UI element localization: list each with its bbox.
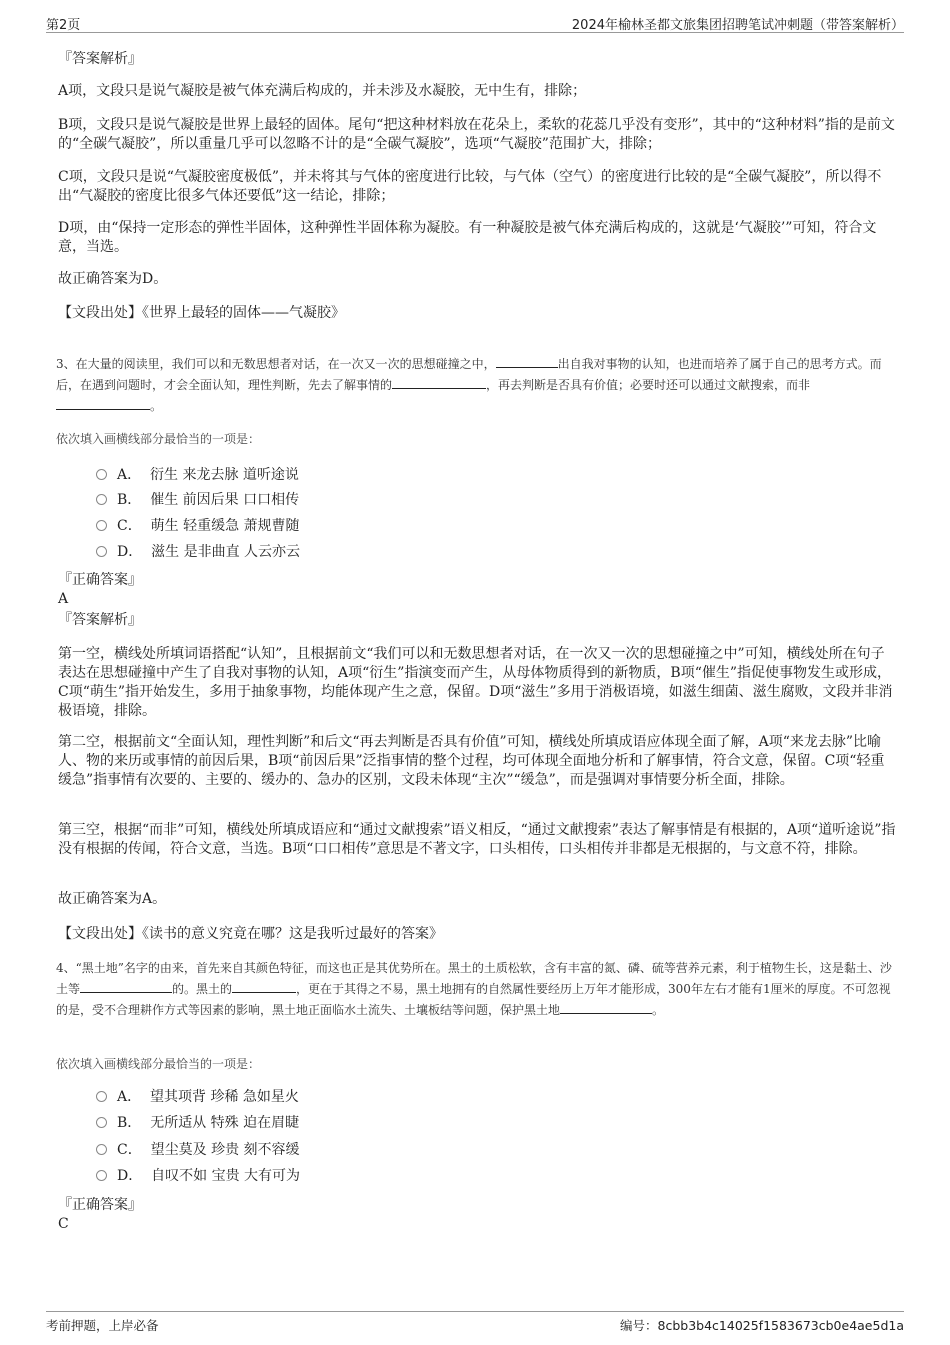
analysis-label: 『答案解析』 [58, 51, 142, 67]
question-3-prompt: 依次填入画横线部分最恰当的一项是： [56, 432, 261, 446]
answer-value: C [58, 1216, 69, 1232]
blank-2[interactable] [232, 979, 296, 993]
blank-3[interactable] [56, 396, 150, 410]
conclusion: 故正确答案为D。 [58, 271, 168, 287]
q4-option-d[interactable]: D． 自叹不如 宝贵 大有可为 [96, 1166, 300, 1186]
q3-option-b[interactable]: B． 催生 前因后果 口口相传 [96, 490, 299, 510]
source: 【文段出处】《世界上最轻的固体——气凝胶》 [58, 305, 345, 321]
radio-icon[interactable] [96, 469, 107, 480]
q4-option-a[interactable]: A． 望其项背 珍稀 急如星火 [96, 1087, 299, 1107]
question-4-stem: 4、“黑土地”名字的由来，首先来自其颜色特征，而这也正是其优势所在。黑土的土质松软，含有丰富的氮、磷、硫等营养元素，利于植物生长，这是黏土、沙土等 的。黑土的 ，更在于其得之不易，黑土地拥有的自然属性要经历上万年才能形成，300年左右才能有1厘米的厚度。不可忽视的是，受不合理耕作方式等因素的影响，黑土地正面临水土流失、土壤板结等问题，保护黑土地 。 [56, 961, 892, 1017]
blank-1[interactable] [80, 979, 172, 993]
q4-option-c[interactable]: C． 望尘莫及 珍贵 刻不容缓 [96, 1140, 300, 1160]
analysis-paragraph-3: 第三空，根据“而非”可知，横线处所填成语应和“通过文献搜索”语义相反，“通过文献搜索”表达了解事情是有根据的，A项“道听途说”指没有根据的传闻，符合文意，当选。B项“口口相传”意思是不著文字，口头相传，口头相传并非都是无根据的，与文意不符，排除。 [58, 822, 896, 857]
answer-label: 『正确答案』 [58, 1197, 142, 1213]
question-3-stem: 3、在大量的阅读里，我们可以和无数思想者对话，在一次又一次的思想碰撞之中， 出自我对事物的认知，也进而培养了属于自己的思考方式。而后，在遇到问题时，才会全面认知，理性判断，先去了解事情的 ，再去判断是否具有价值；必要时还可以通过文献搜索，而非。 [56, 354, 898, 417]
analysis-item-c: C项，文段只是说“气凝胶密度极低”，并未将其与气体的密度进行比较，与气体（空气）的密度进行比较的是“全碳气凝胶”，所以得不出“气凝胶的密度比很多气体还要低”这一结论，排除； [58, 169, 882, 204]
source: 【文段出处】《读书的意义究竟在哪？这是我听过最好的答案》 [58, 926, 443, 942]
conclusion: 故正确答案为A。 [58, 891, 167, 907]
radio-icon[interactable] [96, 520, 107, 531]
answer-label: 『正确答案』 [58, 572, 142, 588]
analysis-item-b: B项，文段只是说气凝胶是世界上最轻的固体。尾句“把这种材料放在花朵上，柔软的花蕊几乎没有变形”，其中的“这种材料”指的是前文的“全碳气凝胶”，所以重量几乎可以忽略不计的是“全碳气凝胶”，选项“气凝胶”范围扩大，排除； [58, 117, 895, 152]
page-number: 第2页 [46, 18, 81, 33]
analysis-item-d: D项，由“保持一定形态的弹性半固体，这种弹性半固体称为凝胶。有一种凝胶是被气体充满后构成的，这就是‘气凝胶’”可知，符合文意，当选。 [58, 220, 877, 255]
answer-value: A [58, 591, 69, 607]
footer-slogan: 考前押题，上岸必备 [46, 1318, 159, 1333]
page-header [46, 12, 904, 33]
q4-option-b[interactable]: B． 无所适从 特殊 迫在眉睫 [96, 1113, 299, 1133]
radio-icon[interactable] [96, 546, 107, 557]
q3-option-c[interactable]: C． 萌生 轻重缓急 萧规曹随 [96, 516, 300, 536]
analysis-paragraph-1: 第一空，横线处所填词语搭配“认知”，且根据前文“我们可以和无数思想者对话，在一次又一次的思想碰撞之中”可知，横线处所在句子表达在思想碰撞中产生了自我对事物的认知，A项“衍生”指演变而产生，从母体物质得到的新物质，B项“催生”指促使事物发生或形成，C项“萌生”指开始发生，多用于抽象事物，均能体现产生之意，保留。D项“滋生”多用于消极语境，如滋生细菌、滋生腐败，文段并非消极语境，排除。 [58, 646, 893, 719]
document-code: 编号：8cbb3b4c14025f1583673cb0e4ae5d1a [619, 1318, 904, 1333]
page-footer [46, 1311, 904, 1336]
analysis-label: 『答案解析』 [58, 612, 142, 628]
radio-icon[interactable] [96, 494, 107, 505]
blank-3[interactable] [560, 1000, 652, 1014]
radio-icon[interactable] [96, 1170, 107, 1181]
blank-2[interactable] [392, 375, 486, 389]
radio-icon[interactable] [96, 1091, 107, 1102]
document-title: 2024年榆林圣都文旅集团招聘笔试冲刺题（带答案解析） [571, 18, 904, 33]
radio-icon[interactable] [96, 1117, 107, 1128]
question-4-prompt: 依次填入画横线部分最恰当的一项是： [56, 1057, 261, 1071]
q3-option-d[interactable]: D． 滋生 是非曲直 人云亦云 [96, 542, 300, 562]
q3-option-a[interactable]: A． 衍生 来龙去脉 道听途说 [96, 465, 299, 485]
analysis-paragraph-2: 第二空，根据前文“全面认知，理性判断”和后文“再去判断是否具有价值”可知，横线处所填成语应体现全面了解，A项“来龙去脉”比喻人、物的来历或事情的前因后果，B项“前因后果”泛指事情的整个过程，均可体现全面地分析和了解事情，符合文意，保留。C项“轻重缓急”指事情有次要的、主要的、缓办的、急办的区别，文段未体现“主次”“缓急”，而是强调对事情要分析全面，排除。 [58, 734, 885, 788]
analysis-item-a: A项，文段只是说气凝胶是被气体充满后构成的，并未涉及水凝胶，无中生有，排除； [58, 83, 587, 99]
blank-1[interactable] [496, 354, 558, 368]
radio-icon[interactable] [96, 1144, 107, 1155]
